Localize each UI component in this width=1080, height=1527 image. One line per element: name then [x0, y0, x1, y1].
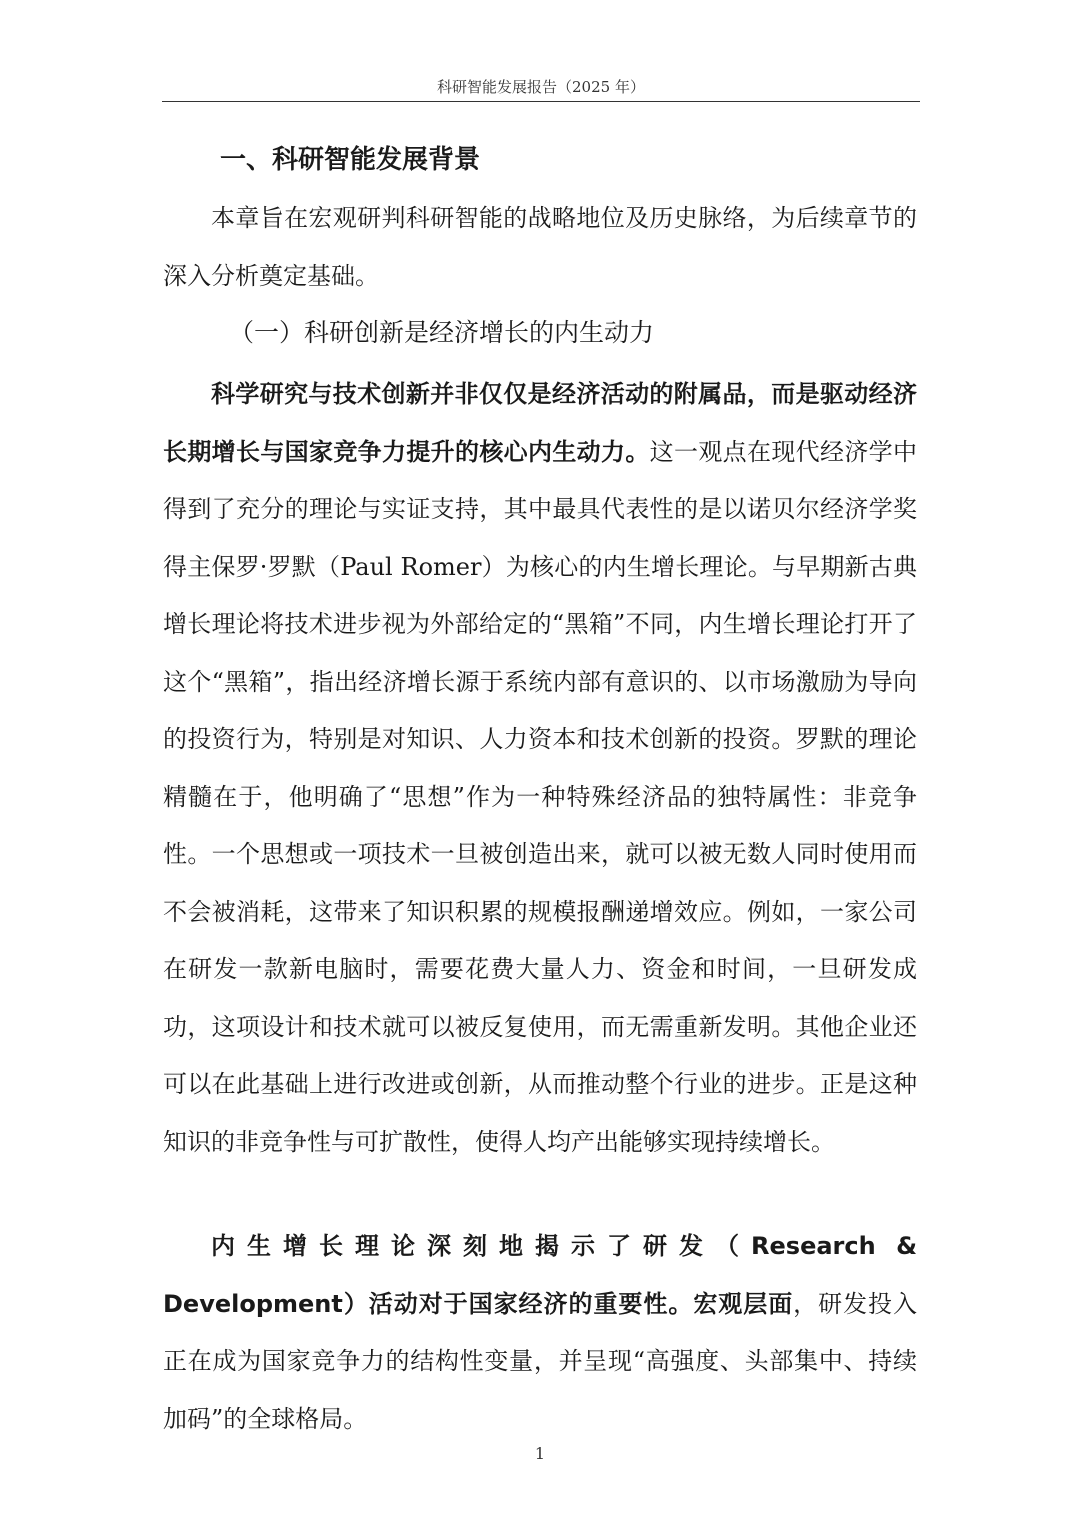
page-number: 1	[534, 1444, 546, 1463]
chapter-title: 一、科研智能发展背景	[220, 145, 481, 175]
paragraph-rd-importance	[163, 1218, 917, 1448]
paragraph-lead-bold: 内生增长理论深刻地揭示了研发（Research & Development）活动对于国家经济的重要性。	[163, 1232, 917, 1318]
paragraph-lead-bold: 科学研究与技术创新并非仅仅是经济活动的附属品，而是驱动经济长期增长与国家竞争力提升的核心内生动力。	[163, 380, 917, 466]
paragraph-body: 这一观点在现代经济学中得到了充分的理论与实证支持，其中最具代表性的是以诺贝尔经济学奖得主保罗·罗默（Paul Romer）为核心的内生增长理论。与早期新古典增长理论将技术进步视为外部给定的“黑箱”不同，内生增长理论打开了这个“黑箱”，指出经济增长源于系统内部有意识的、以市场激励为导向的投资行为，特别是对知识、人力资本和技术创新的投资。罗默的理论精髓在于，他明确了“思想”作为一种特殊经济品的独特属性：非竞争性。一个思想或一项技术一旦被创造出来，就可以被无数人同时使用而不会被消耗，这带来了知识积累的规模报酬递增效应。例如，一家公司在研发一款新电脑时，需要花费大量人力、资金和时间，一旦研发成功，这项设计和技术就可以被反复使用，而无需重新发明。其他企业还可以在此基础上进行改进或创新，从而推动整个行业的进步。正是这种知识的非竞争性与可扩散性，使得人均产出能够实现持续增长。	[163, 437, 918, 1156]
paragraph-body: ，研发投入正在成为国家竞争力的结构性变量，并呈现“高强度、头部集中、持续加码”的全球格局。	[163, 1289, 918, 1433]
chapter-intro: 本章旨在宏观研判科研智能的战略地位及历史脉络，为后续章节的深入分析奠定基础。	[163, 204, 917, 290]
header-divider	[162, 101, 920, 102]
running-header: 科研智能发展报告（2025 年）	[437, 78, 645, 96]
paragraph-endogenous-growth	[163, 366, 917, 1171]
paragraph-macro-bold: 宏观层面	[693, 1289, 794, 1318]
section-title: （一）科研创新是经济增长的内生动力	[229, 318, 655, 347]
